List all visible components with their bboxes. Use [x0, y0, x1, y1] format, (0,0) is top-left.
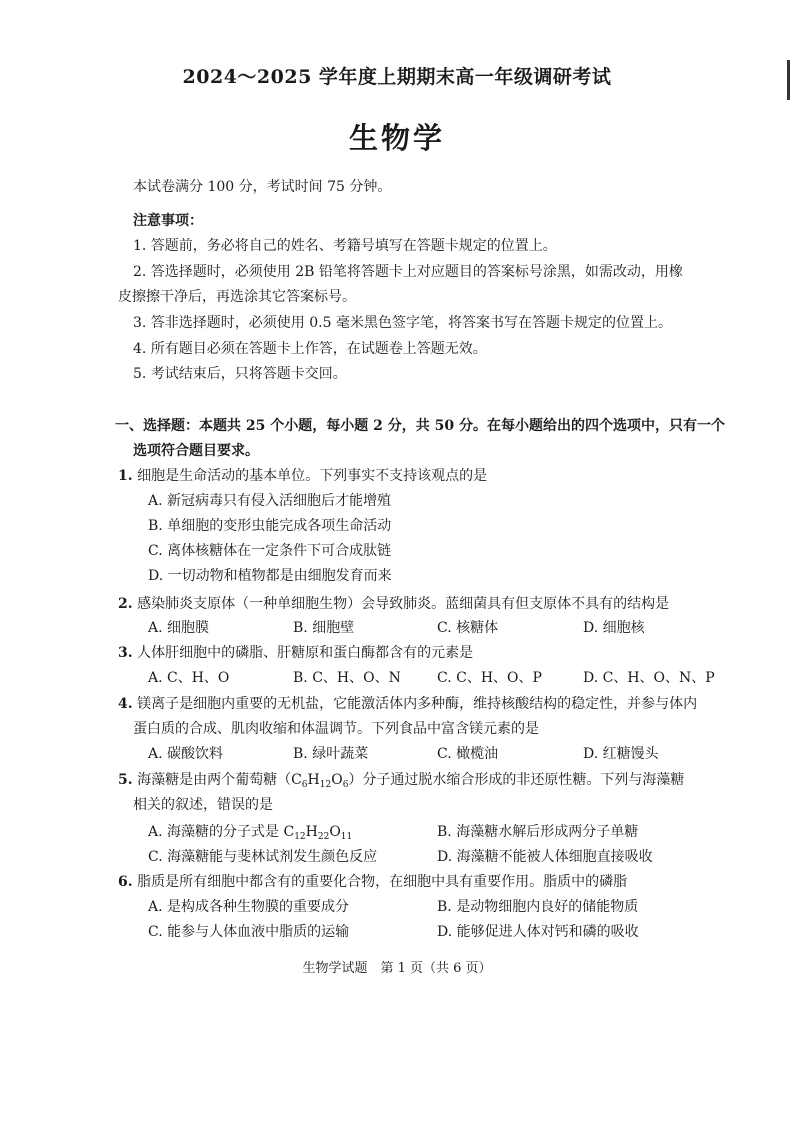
option-a: A. C、H、O: [148, 670, 230, 686]
question-stem-cont: 相关的叙述，错误的是: [133, 797, 273, 813]
question-stem: 脂质是所有细胞中都含有的重要化合物，在细胞中具有重要作用。脂质中的磷脂: [137, 874, 628, 890]
option-b: B. 细胞壁: [293, 620, 355, 636]
option-a: A. 新冠病毒只有侵入活细胞后才能增殖: [148, 493, 392, 509]
section-heading-cont: 选项符合题目要求。: [133, 443, 259, 459]
question-stem: 镁离子是细胞内重要的无机盐，它能激活体内多种酶，维持核酸结构的稳定性，并参与体内: [137, 696, 698, 712]
question-stem-cont: 蛋白质的合成、肌肉收缩和体温调节。下列食品中富含镁元素的是: [133, 721, 539, 737]
question-6: [118, 872, 627, 892]
subject-title: 生物学: [348, 121, 445, 155]
question-number: 4.: [118, 696, 133, 712]
page-footer: 生物学试题 第 1 页（共 6 页）: [302, 961, 492, 976]
question-1: [118, 466, 487, 486]
question-number: 2.: [118, 596, 133, 612]
option-d: D. 一切动物和植物都是由细胞发育而来: [148, 568, 392, 584]
exam-intro: 本试卷满分 100 分，考试时间 75 分钟。: [133, 179, 392, 195]
question-4: [118, 694, 697, 714]
option-b: B. 是动物细胞内良好的储能物质: [437, 899, 639, 915]
option-c: C. 橄榄油: [437, 746, 499, 762]
option-c: C. 能参与人体血液中脂质的运输: [148, 924, 350, 940]
option-d: D. 红糖馒头: [583, 746, 659, 762]
question-3: [118, 643, 473, 663]
option-c: C. 海藻糖能与斐林试剂发生颜色反应: [148, 849, 378, 865]
note-item: 2. 答选择题时，必须使用 2B 铅笔将答题卡上对应题目的答案标号涂黑，如需改动，用橡: [133, 264, 683, 280]
question-2: [118, 594, 669, 614]
option-d: D. 海藻糖不能被人体细胞直接吸收: [437, 849, 653, 865]
question-stem: 细胞是生命活动的基本单位。下列事实不支持该观点的是: [137, 468, 488, 484]
question-number: 6.: [118, 874, 133, 890]
question-stem: 感染肺炎支原体（一种单细胞生物）会导致肺炎。蓝细菌具有但支原体不具有的结构是: [137, 596, 670, 612]
option-a: A. 细胞膜: [148, 620, 210, 636]
option-b: B. 海藻糖水解后形成两分子单糖: [437, 824, 639, 840]
note-item: 1. 答题前，务必将自己的姓名、考籍号填写在答题卡规定的位置上。: [133, 238, 557, 254]
question-stem: 人体肝细胞中的磷脂、肝糖原和蛋白酶都含有的元素是: [137, 645, 474, 661]
option-a: A. 碳酸饮料: [148, 746, 224, 762]
question-number: 3.: [118, 645, 133, 661]
option-d: D. C、H、O、N、P: [583, 670, 715, 686]
option-b: B. 单细胞的变形虫能完成各项生命活动: [148, 518, 392, 534]
question-number: 5.: [118, 772, 133, 788]
option-d: D. 能够促进人体对钙和磷的吸收: [437, 924, 639, 940]
option-d: D. 细胞核: [583, 620, 645, 636]
question-stem: 海藻糖是由两个葡萄糖$(C_6H_{12}O_6)$分子通过脱水缩合形成的非还原性糖。下列与海藻糖: [137, 772, 685, 790]
option-c: C. 离体核糖体在一定条件下可合成肽链: [148, 543, 392, 559]
option-b: B. 绿叶蔬菜: [293, 746, 369, 762]
note-item: 皮擦擦干净后，再选涂其它答案标号。: [118, 289, 356, 305]
option-c: C. 核糖体: [437, 620, 499, 636]
question-number: 1.: [118, 468, 133, 484]
note-item: 5. 考试结束后，只将答题卡交回。: [133, 366, 347, 382]
question-5: [118, 770, 684, 795]
option-a: A. 是构成各种生物膜的重要成分: [148, 899, 350, 915]
option-b: B. C、H、O、N: [293, 670, 401, 686]
note-item: 4. 所有题目必须在答题卡上作答，在试题卷上答题无效。: [133, 341, 487, 357]
notes-heading: 注意事项：: [133, 213, 203, 229]
option-a: A. 海藻糖的分子式是 $C_{12}H_{22}O_{11}$: [148, 824, 353, 842]
note-item: 3. 答非选择题时，必须使用 0.5 毫米黑色签字笔，将答案书写在答题卡规定的位置上。: [133, 315, 672, 331]
section-heading: 一、选择题：本题共 25 个小题，每小题 2 分，共 50 分。在每小题给出的四个选项中，只有一个: [115, 418, 725, 434]
option-c: C. C、H、O、P: [437, 670, 542, 686]
exam-title: 2024～2025 学年度上期期末高一年级调研考试: [182, 66, 612, 88]
